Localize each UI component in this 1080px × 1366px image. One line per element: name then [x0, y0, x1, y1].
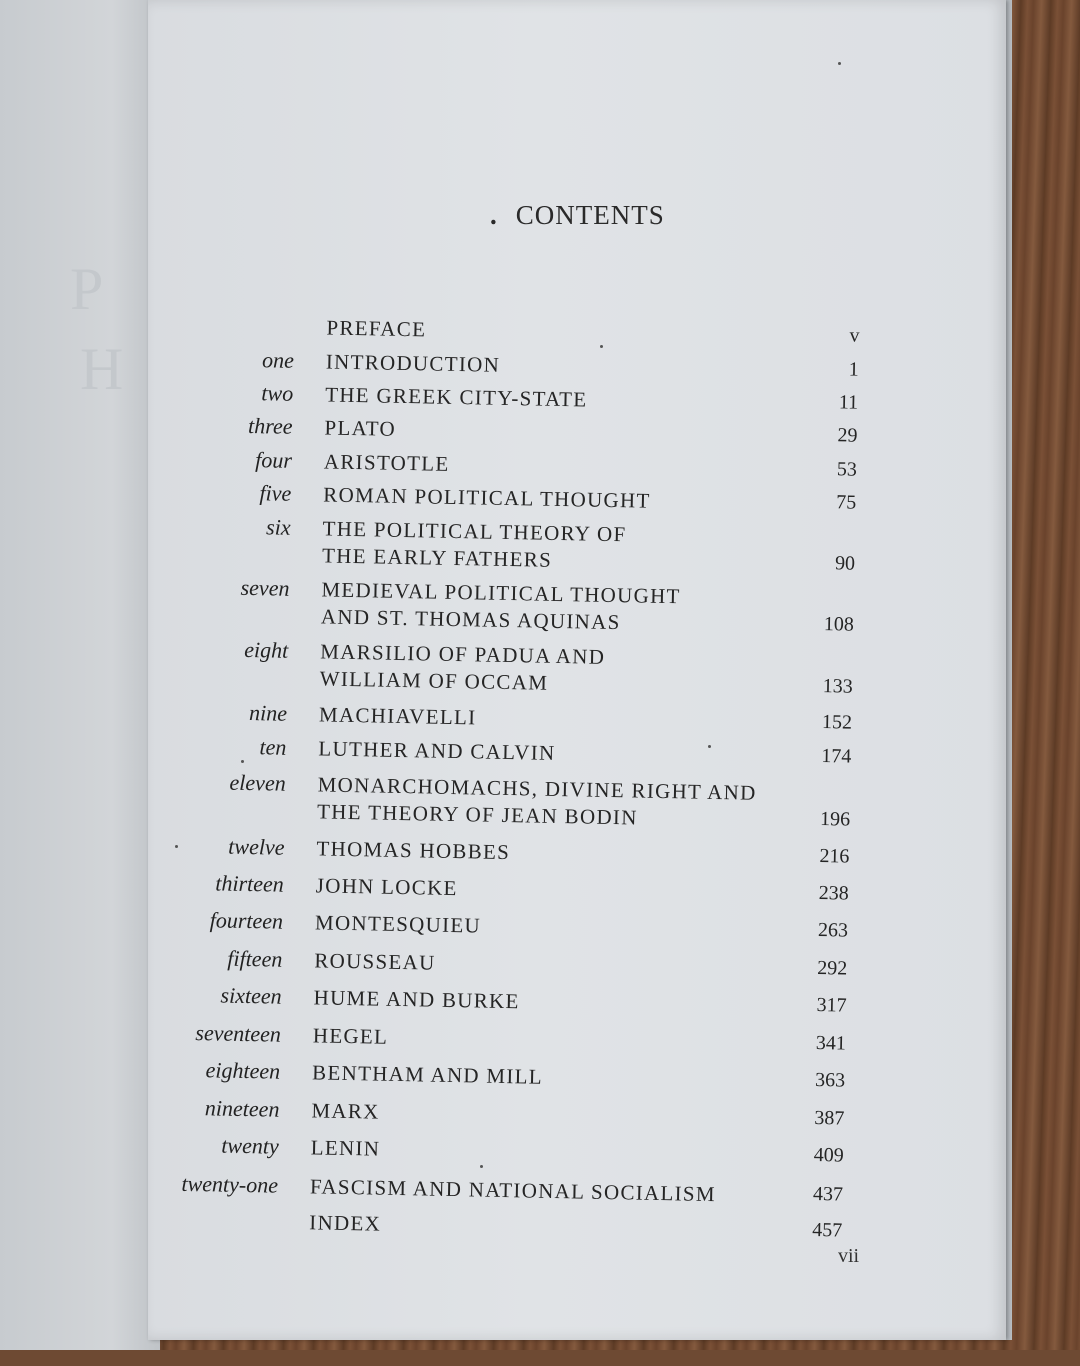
chapter-title	[324, 414, 396, 442]
chapter-title-line: JOHN LOCKE	[315, 873, 458, 901]
chapter-title-line: MACHIAVELLI	[318, 702, 477, 730]
page-number: 363	[814, 1068, 846, 1092]
chapter-title-line: MARSILIO OF PADUA AND	[320, 639, 606, 669]
chapter-title-line: PLATO	[324, 415, 397, 441]
page-number: 29	[837, 424, 858, 447]
chapter-number: eleven	[229, 769, 286, 796]
chapter-title-line: THE POLITICAL THEORY OF	[322, 516, 627, 547]
chapter-title-line: THE GREEK CITY-STATE	[324, 382, 588, 412]
chapter-number: ten	[259, 734, 287, 760]
chapter-title-line: AND ST. THOMAS AQUINAS	[320, 604, 621, 635]
page-number: 317	[816, 994, 847, 1017]
page-number: 263	[817, 919, 849, 942]
chapter-number: one	[261, 347, 295, 373]
chapter-number: twenty-one	[181, 1170, 279, 1198]
chapter-number: four	[255, 447, 293, 473]
paper-speck	[480, 1165, 483, 1168]
chapter-number: seventeen	[195, 1020, 282, 1047]
page-number: 216	[819, 845, 850, 868]
chapter-title-line: PREFACE	[326, 315, 427, 342]
chapter-title	[319, 638, 605, 697]
chapter-number: eight	[244, 636, 289, 663]
page-folio-number: vii	[838, 1245, 860, 1267]
page-number: 11	[838, 391, 859, 414]
paper-speck	[838, 62, 841, 65]
chapter-title	[313, 984, 520, 1015]
chapter-number: two	[261, 380, 294, 406]
chapter-title	[313, 1022, 389, 1050]
heading-mark: .	[490, 200, 498, 230]
chapter-title	[321, 576, 681, 637]
page-number: 341	[815, 1032, 847, 1055]
chapter-number: nine	[248, 700, 288, 726]
chapter-title-line: MARX	[311, 1098, 380, 1124]
chapter-title-line: THE THEORY OF JEAN BODIN	[316, 799, 638, 830]
show-through-ghost-text: H	[80, 336, 128, 402]
chapter-number: twenty	[221, 1132, 280, 1159]
page-number: 90	[834, 552, 856, 575]
chapter-title-line: MONARCHOMACHS, DIVINE RIGHT AND	[317, 772, 757, 805]
chapter-title	[323, 481, 651, 514]
chapter-title	[315, 909, 481, 939]
chapter-number: seven	[240, 574, 290, 601]
chapter-title-line: ROUSSEAU	[314, 948, 436, 975]
chapter-title-line: INTRODUCTION	[325, 349, 501, 377]
chapter-number: sixteen	[220, 982, 282, 1009]
chapter-number: fourteen	[209, 907, 284, 934]
chapter-title	[316, 835, 510, 866]
chapter-title	[309, 1209, 381, 1237]
page-number: 238	[818, 882, 849, 905]
page-number: 152	[821, 711, 853, 734]
chapter-title	[318, 735, 556, 767]
page-number: 457	[812, 1218, 843, 1242]
paper-speck	[175, 845, 178, 848]
chapter-title-line: ARISTOTLE	[323, 449, 450, 476]
chapter-title	[316, 872, 458, 902]
page-number: v	[849, 324, 860, 347]
chapter-title	[325, 381, 588, 413]
page-number: 53	[836, 458, 858, 481]
heading-text: CONTENTS	[515, 200, 665, 230]
chapter-title-line: FASCISM AND NATIONAL SOCIALISM	[309, 1174, 717, 1207]
chapter-number: eighteen	[205, 1057, 281, 1084]
chapter-title-line: HEGEL	[312, 1023, 389, 1049]
chapter-number: three	[247, 412, 293, 439]
chapter-title	[310, 1173, 716, 1208]
page-number: 437	[812, 1182, 844, 1206]
chapter-title	[326, 348, 501, 378]
chapter-title-line: BENTHAM AND MILL	[311, 1060, 544, 1089]
chapter-title-line: THE EARLY FATHERS	[321, 543, 553, 572]
chapter-number: fifteen	[227, 945, 283, 972]
page-number: 133	[822, 675, 853, 698]
paper-speck	[600, 345, 603, 348]
chapter-number: thirteen	[215, 870, 285, 897]
chapter-title-line: LENIN	[310, 1135, 381, 1161]
chapter-title	[317, 771, 757, 833]
chapter-title-line: ROMAN POLITICAL THOUGHT	[323, 482, 651, 513]
page-number: 387	[814, 1106, 845, 1130]
chapter-title	[322, 515, 627, 575]
page-number: 409	[813, 1143, 844, 1167]
show-through-ghost-text: P	[70, 256, 108, 322]
paper-speck	[241, 760, 244, 763]
page-number: 75	[836, 491, 857, 514]
chapter-title-line: THOMAS HOBBES	[316, 836, 511, 865]
chapter-title-line: HUME AND BURKE	[313, 985, 520, 1014]
chapter-title-line: INDEX	[309, 1210, 382, 1236]
chapter-number: six	[265, 514, 291, 540]
page-number: 174	[821, 745, 852, 768]
chapter-title	[311, 1097, 380, 1125]
chapter-number: twelve	[228, 833, 285, 860]
chapter-title	[312, 1059, 543, 1090]
page-number: 1	[848, 358, 859, 381]
chapter-title-line: MEDIEVAL POLITICAL THOUGHT	[321, 577, 681, 609]
page-number: 196	[819, 808, 851, 831]
chapter-title	[326, 314, 426, 343]
chapter-number: nineteen	[204, 1095, 280, 1122]
toc-row	[0, 570, 1075, 636]
toc-row	[0, 632, 1073, 698]
chapter-title-line: LUTHER AND CALVIN	[318, 736, 556, 765]
chapter-title	[310, 1134, 380, 1162]
chapter-title-line: WILLIAM OF OCCAM	[319, 666, 549, 695]
chapter-title	[314, 947, 436, 976]
chapter-number: five	[259, 480, 292, 506]
chapter-title	[319, 701, 477, 731]
paper-speck	[708, 745, 711, 748]
chapter-title-line: MONTESQUIEU	[314, 910, 482, 938]
chapter-title	[324, 448, 450, 477]
page-number: 108	[823, 613, 855, 636]
page-number: 292	[817, 957, 848, 980]
